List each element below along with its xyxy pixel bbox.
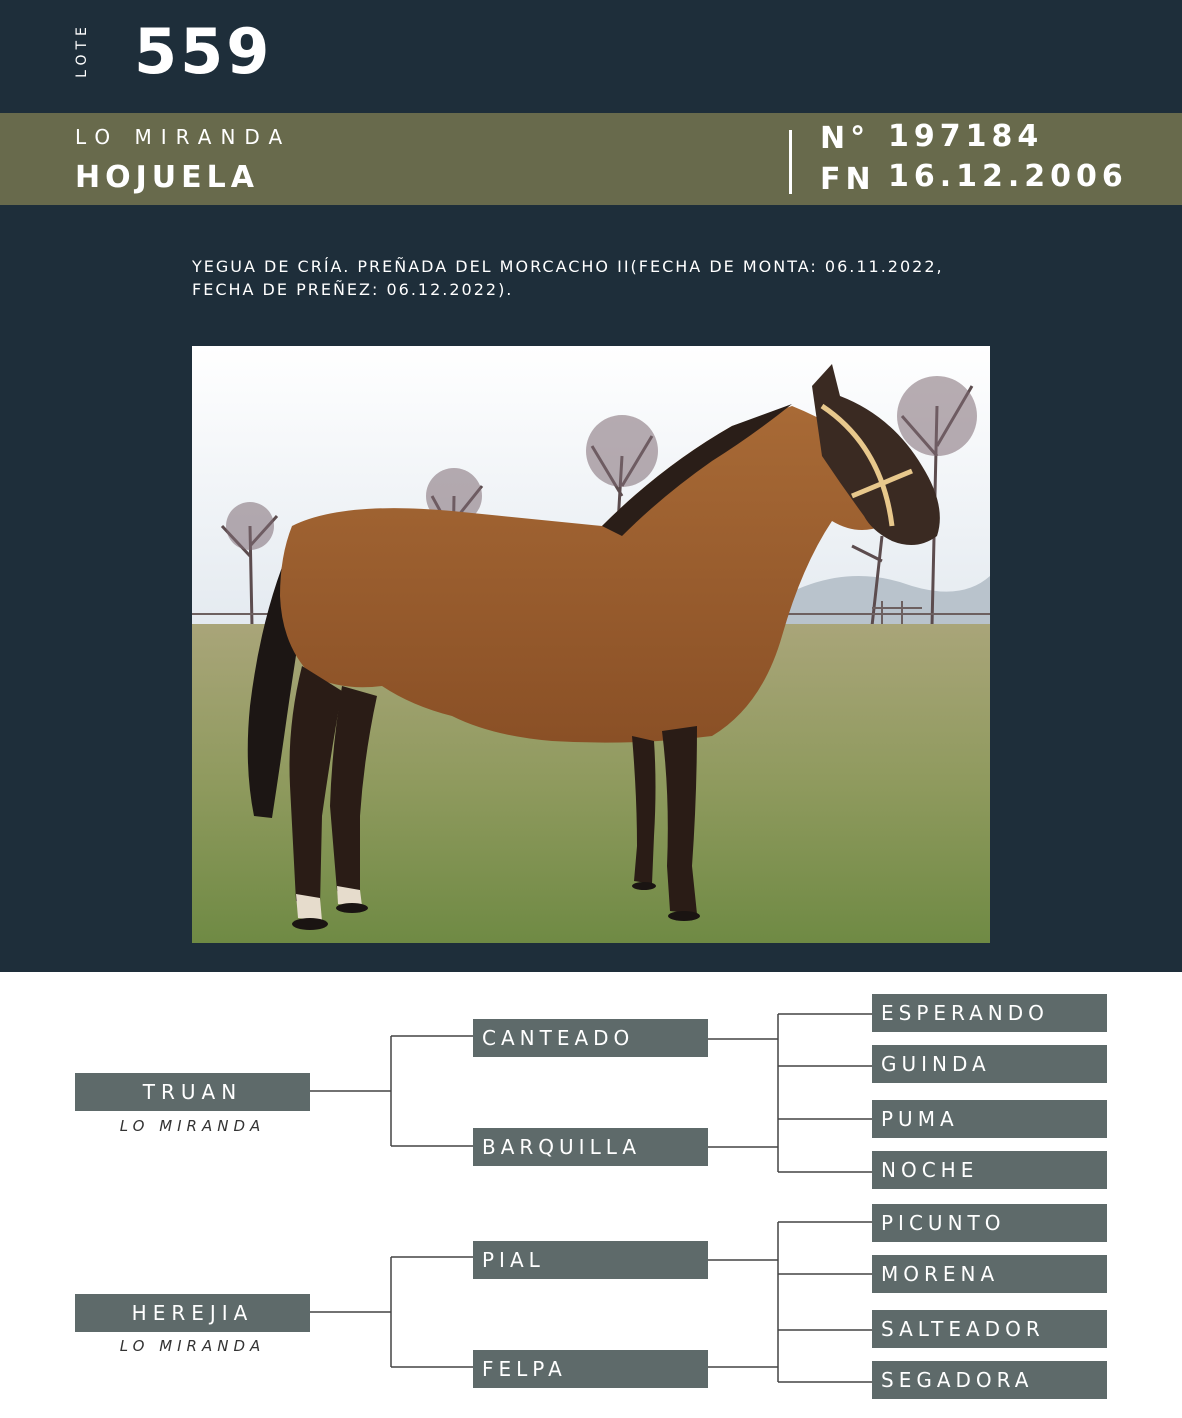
horse-photo <box>192 346 990 943</box>
great-grandparent-box: SALTEADOR <box>872 1310 1107 1348</box>
great-grandparent-box: SEGADORA <box>872 1361 1107 1399</box>
registration-number: 197184 <box>888 119 1044 154</box>
great-grandparent-box: MORENA <box>872 1255 1107 1293</box>
registration-label: N° <box>820 121 871 156</box>
great-grandparent-box: PICUNTO <box>872 1204 1107 1242</box>
sire-sire-box: CANTEADO <box>473 1019 708 1057</box>
dam-box: HEREJIA <box>75 1294 310 1332</box>
dam-breeder: LO MIRANDA <box>119 1337 266 1355</box>
great-grandparent-box: NOCHE <box>872 1151 1107 1189</box>
sire-dam-box: BARQUILLA <box>473 1128 708 1166</box>
birth-date: 16.12.2006 <box>888 159 1128 194</box>
band-divider <box>789 130 792 194</box>
great-grandparent-box: PUMA <box>872 1100 1107 1138</box>
lot-label: LOTE <box>74 22 90 78</box>
lot-number: 559 <box>134 15 273 88</box>
horse-name: HOJUELA <box>75 160 259 195</box>
great-grandparent-box: GUINDA <box>872 1045 1107 1083</box>
dam-sire-box: PIAL <box>473 1241 708 1279</box>
birth-label: FN <box>820 162 876 197</box>
great-grandparent-box: ESPERANDO <box>872 994 1107 1032</box>
dam-dam-box: FELPA <box>473 1350 708 1388</box>
breeder-name: LO MIRANDA <box>75 125 292 149</box>
description-text: YEGUA DE CRÍA. PREÑADA DEL MORCACHO II(FECHA DE MONTA: 06.11.2022, FECHA DE PREÑEZ: 06.12.2022). <box>192 257 944 299</box>
sire-box: TRUAN <box>75 1073 310 1111</box>
pedigree-chart <box>0 972 1182 1418</box>
sire-breeder: LO MIRANDA <box>119 1117 266 1135</box>
